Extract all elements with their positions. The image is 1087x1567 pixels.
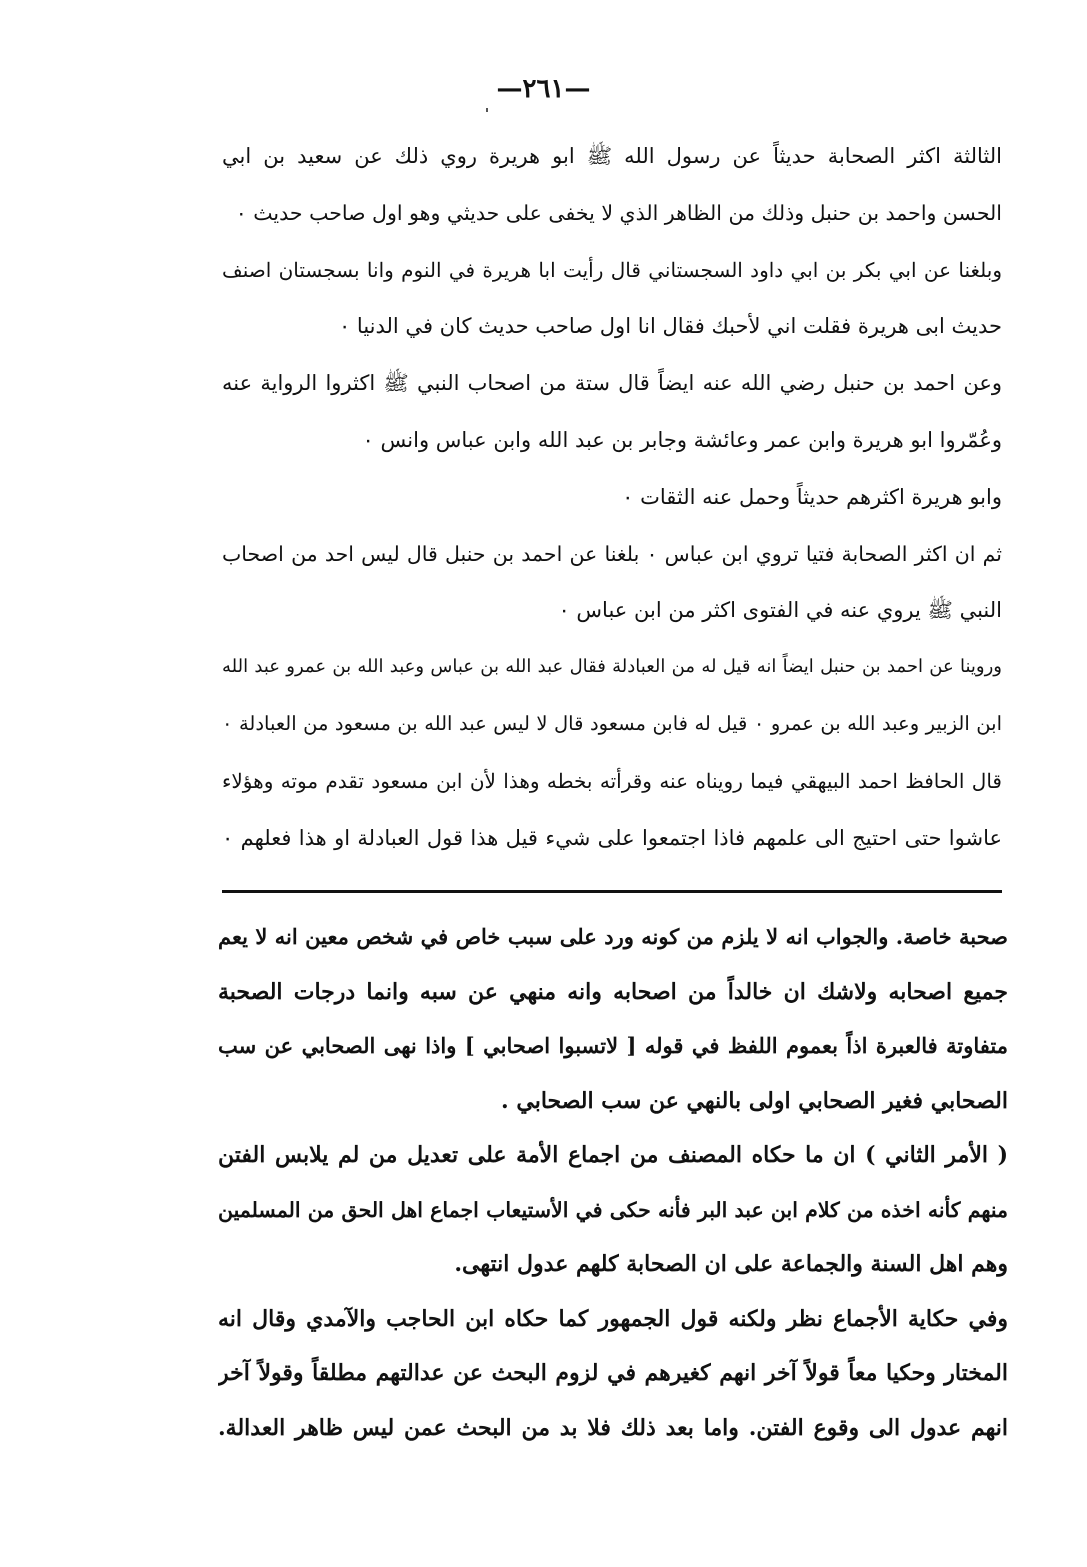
main-text-line: وبلغنا عن ابي بكر بن ابي داود السجستاني قال رأيت ابا هريرة في النوم وانا بسجستان اصنف xyxy=(222,257,1002,282)
main-text-line: عاشوا حتى احتيج الى علمهم فاذا اجتمعوا على شيء قيل هذا قول العبادلة او هذا فعلهم ٠ xyxy=(222,825,1002,850)
main-text-line: وعن احمد بن حنبل رضي الله عنه ايضاً قال ستة من اصحاب النبي ﷺ اكثروا الرواية عنه xyxy=(222,371,1002,396)
main-text-line: وابو هريرة اكثرهم حديثاً وحمل عنه الثقات ٠ xyxy=(622,484,1002,509)
footnote-line: انهم عدول الى وقوع الفتن. واما بعد ذلك فلا بد من البحث عمن ليس ظاهر العدالة. xyxy=(218,1414,1008,1441)
main-text-line: ثم ان اكثر الصحابة فتيا تروي ابن عباس ٠ بلغنا عن احمد بن حنبل قال ليس احد من اصحاب xyxy=(222,541,1002,566)
main-text-line: وروينا عن احمد بن حنبل ايضاً انه قيل له من العبادلة فقال عبد الله بن عباس وعبد الله بن عمرو عبد الله xyxy=(222,656,1002,678)
footnote-line: وهم اهل السنة والجماعة على ان الصحابة كلهم عدول انتهى. xyxy=(454,1251,1008,1277)
main-text-line: الحسن واحمد بن حنبل وذلك من الظاهر الذي لا يخفى على حديثي وهو اول صاحب حديث ٠ xyxy=(235,200,1002,225)
footnote-line: الصحابي فغير الصحابي اولى بالنهي عن سب الصحابي . xyxy=(501,1087,1008,1114)
scan-speck xyxy=(486,108,488,112)
footnote-line: متفاوتة فالعبرة اذاً بعموم اللفظ في قوله [ لاتسبوا اصحابي ] واذا نهى الصحابي عن سب xyxy=(218,1033,1008,1058)
main-text-line: وعُمّروا ابو هريرة وابن عمر وعائشة وجابر بن عبد الله وابن عباس وانس ٠ xyxy=(362,427,1002,452)
page-number: —٢٦١— xyxy=(496,74,591,104)
main-text-body xyxy=(222,128,1002,866)
footnote-line: ( الأمر الثاني ) ان ما حكاه المصنف من اجماع الأمة على تعديل من لم يلابس الفتن xyxy=(218,1142,1008,1168)
footnote-separator xyxy=(222,890,1002,893)
main-text-line: النبي ﷺ يروي عنه في الفتوى اكثر من ابن عباس ٠ xyxy=(558,598,1002,623)
footnote-line: منهم كأنه اخذه من كلام ابن عبد البر فأنه حكى في الأستيعاب اجماع اهل الحق من المسلمين xyxy=(218,1197,1008,1222)
main-text-line: الثالثة اكثر الصحابة حديثاً عن رسول الله ﷺ ابو هريرة روي ذلك عن سعيد بن ابي xyxy=(222,144,1002,168)
footnote-line: صحبة خاصة. والجواب انه لا يلزم من كونه ورد على سبب خاص في شخص معين انه لا يعم xyxy=(218,924,1008,949)
footnote-line: جميع اصحابه ولاشك ان خالداً من اصحابه وانه منهي عن سبه وانما درجات الصحبة xyxy=(218,978,1008,1005)
main-text-line: ابن الزبير وعبد الله بن عمرو ٠ قيل له فابن مسعود قال لا ليس عبد الله بن مسعود من العبادلة ٠ xyxy=(222,711,1002,735)
footnote-body xyxy=(218,910,1008,1455)
footnote-line: وفي حكاية الأجماع نظر ولكنه قول الجمهور كما حكاه ابن الحاجب والآمدي وقال انه xyxy=(218,1305,1008,1332)
main-text-line: قال الحافظ احمد البيهقي فيما رويناه عنه وقرأته بخطه وهذا لأن ابن مسعود تقدم موته وهؤلاء xyxy=(222,768,1002,793)
main-text-line: حديث ابى هريرة فقلت اني لأحبك فقال انا اول صاحب حديث كان في الدنيا ٠ xyxy=(338,314,1002,339)
footnote-line: المختار وحكيا معاً قولاً آخر انهم كغيرهم في لزوم البحث عن عدالتهم مطلقاً وقولاً آخر xyxy=(218,1360,1008,1386)
